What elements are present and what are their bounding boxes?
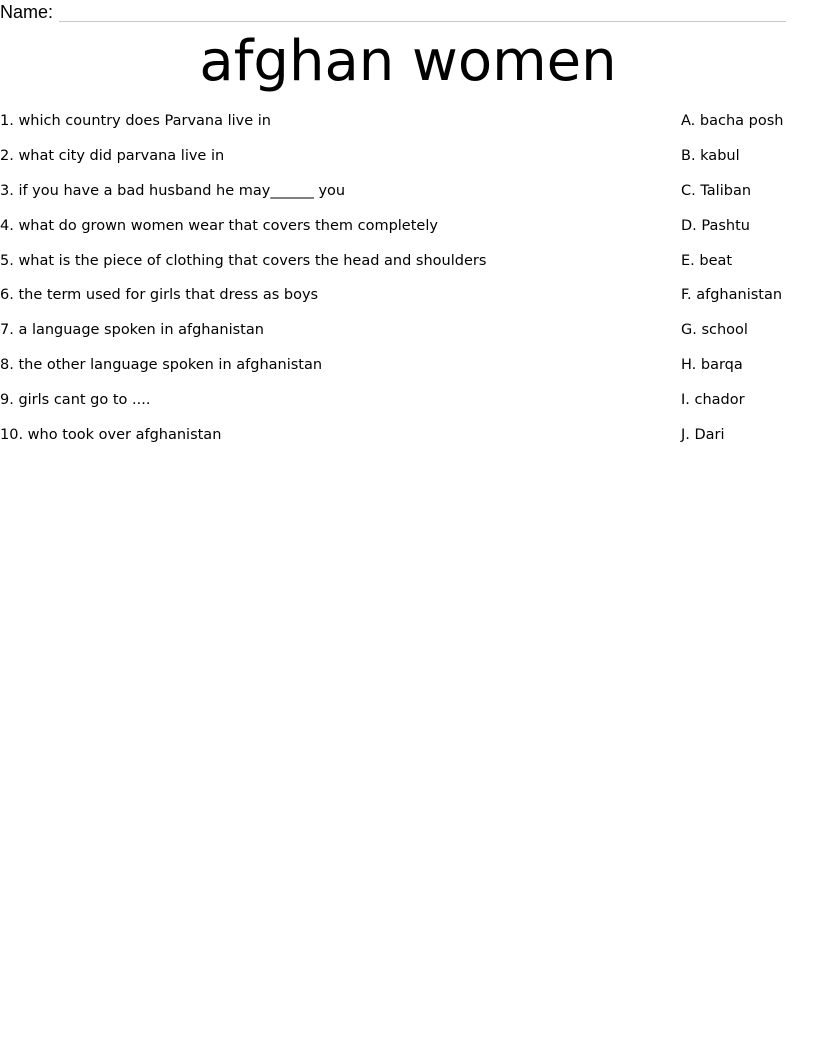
answer-item: F. afghanistan	[681, 287, 783, 304]
answer-item: C. Taliban	[681, 182, 752, 199]
name-label: Name:	[0, 2, 54, 22]
clue-item: 5. what is the piece of clothing that covers the head and shoulders	[0, 252, 487, 269]
clue-item: 1. which country does Parvana live in	[0, 113, 271, 129]
answer-item: D. Pashtu	[681, 217, 750, 234]
name-field-row	[0, 0, 786, 22]
answer-item: H. barqa	[681, 357, 743, 374]
clue-item: 7. a language spoken in afghanistan	[0, 322, 264, 339]
clue-item: 9. girls cant go to ....	[0, 392, 151, 409]
clue-item: 2. what city did parvana live in	[0, 147, 225, 164]
answer-item: A. bacha posh	[681, 113, 784, 129]
clue-item: 8. the other language spoken in afghanistan	[0, 357, 323, 374]
clue-item: 4. what do grown women wear that covers them completely	[0, 217, 438, 234]
answer-item: E. beat	[681, 252, 733, 269]
answer-list	[681, 111, 816, 460]
name-write-line[interactable]	[59, 4, 786, 22]
answer-item: G. school	[681, 322, 748, 339]
answer-item: J. Dari	[681, 427, 725, 444]
clue-item: 10. who took over afghanistan	[0, 427, 222, 444]
clue-item: 6. the term used for girls that dress as boys	[0, 287, 319, 304]
clue-list	[0, 111, 640, 460]
answer-item: I. chador	[681, 392, 745, 409]
clue-item: 3. if you have a bad husband he may______ you	[0, 182, 346, 199]
answer-item: B. kabul	[681, 147, 740, 164]
page-title: afghan women	[199, 29, 617, 94]
